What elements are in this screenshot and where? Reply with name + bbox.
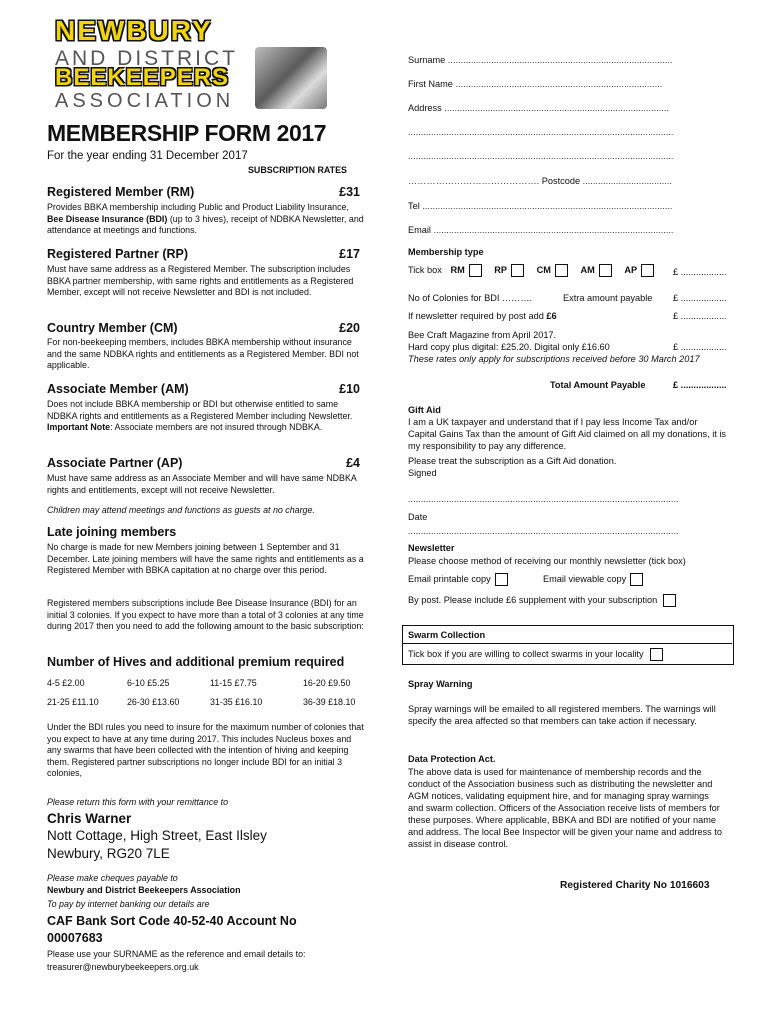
rp-checkbox[interactable] (511, 264, 524, 277)
logo-line-and-district: AND DISTRICT (55, 47, 238, 70)
category-ap-description: Must have same address as an Associate Member and will have same NDBKA rights and entitlements, except will not receive Newsletter. (47, 473, 357, 495)
rm-checkbox[interactable] (469, 264, 482, 277)
beecraft-amount-field[interactable]: £ .................. (673, 342, 727, 352)
return-address-line2: Newbury, RG20 7LE (47, 846, 170, 861)
subscription-rates-heading: SUBSCRIPTION RATES (248, 165, 347, 175)
swarm-divider (402, 643, 732, 644)
colonies-field[interactable]: No of Colonies for BDI ………. (408, 293, 533, 303)
return-name: Chris Warner (47, 811, 132, 826)
hives-heading: Number of Hives and additional premium required (47, 655, 345, 669)
premium-cell: 4-5 £2.00 (47, 678, 85, 688)
category-rm-description: Provides BBKA membership including Public and Product Liability Insurance, Bee Disease Insurance (BDI) (up to 3 hives), receipt of NDBKA Newsletter, and attendance at meetings and functions. (47, 202, 364, 235)
membership-type-row: Tick box RM RP CM AM AP (408, 264, 654, 277)
premium-cell: 36-39 £18.10 (303, 697, 356, 707)
category-rp-price: £17 (339, 247, 360, 261)
cheques-payee: Newbury and District Beekeepers Association (47, 885, 241, 895)
premium-cell: 31-35 £16.10 (210, 697, 263, 707)
surname-field[interactable]: Surname ........................................................................................ (408, 55, 673, 65)
premium-cell: 16-20 £9.50 (303, 678, 351, 688)
post-checkbox[interactable] (663, 594, 676, 607)
logo-line-association: ASSOCIATION (55, 90, 235, 112)
tel-field[interactable]: Tel .................................................................................................. (408, 201, 673, 211)
spray-heading: Spray Warning (408, 679, 473, 689)
date-label: Date (408, 512, 428, 522)
treasurer-email: treasurer@newburybeekeepers.org.uk (47, 962, 199, 972)
beecraft-note: These rates only apply for subscriptions received before 30 March 2017 (408, 354, 700, 364)
bdi-colonies-text: Registered members subscriptions include Bee Disease Insurance (BDI) for an initial 3 colonies. If you expect to have more than a total of 3 colonies at any time during 2017 then you need to add the following amount to the basic subscription: (47, 598, 364, 631)
spray-text: Spray warnings will be emailed to all registered members. The warnings will specify the area affected so that members can take action if necessary. (408, 704, 716, 726)
gift-aid-heading: Gift Aid (408, 405, 441, 415)
bank-details: CAF Bank Sort Code 40-52-40 Account No 00007683 (47, 914, 297, 945)
membership-type-heading: Membership type (408, 247, 484, 257)
total-amount-field[interactable]: £ .................. (673, 380, 727, 390)
category-am-price: £10 (339, 382, 360, 396)
beekeepers-photo (255, 47, 327, 109)
category-rm-name: Registered Member (RM) (47, 185, 195, 199)
charity-number: Registered Charity No 1016603 (560, 880, 710, 891)
signature-line[interactable]: .......................................................................................................... (408, 494, 679, 504)
premium-cell: 11-15 £7.75 (210, 678, 257, 688)
premium-cell: 6-10 £5.25 (127, 678, 170, 688)
category-rp-name: Registered Partner (RP) (47, 247, 189, 261)
am-checkbox[interactable] (599, 264, 612, 277)
internet-banking-label: To pay by internet banking our details are (47, 899, 210, 909)
category-am-description: Does not include BBKA membership or BDI but otherwise entitled to same NDBKA rights and entitlements as a Registered Member including Newsletter. Important Note: Associate members are not insured through NDBKA. (47, 399, 353, 432)
category-cm-price: £20 (339, 321, 360, 335)
cheques-label: Please make cheques payable to (47, 873, 178, 883)
post-amount-field[interactable]: £ .................. (673, 311, 727, 321)
signed-label: Signed (408, 468, 437, 478)
postcode-field[interactable]: ……………………………………. Postcode ................................... (408, 176, 672, 186)
total-amount-label: Total Amount Payable (550, 380, 646, 390)
data-protection-text: The above data is used for maintenance of membership records and the conduct of the Association business such as distributing the newsletter and AGM notices, validating equipment hire, and for managing spray warnings and swarm collection. Officers of the Association receive lists of members for these purposes. Where applicable, BBKA and BDI are notified of your name and address. The local Bee Inspector will be given your name and address to assist in disease control. (408, 767, 722, 849)
gift-aid-treat: Please treat the subscription as a Gift Aid donation. (408, 456, 617, 466)
premium-cell: 26-30 £13.60 (127, 697, 180, 707)
return-address-line1: Nott Cottage, High Street, East Ilsley (47, 828, 267, 843)
post-newsletter-label: If newsletter required by post add £6 (408, 311, 557, 321)
email-field[interactable]: Email .............................................................................................. (408, 225, 674, 235)
category-ap-name: Associate Partner (AP) (47, 456, 183, 470)
children-note: Children may attend meetings and functions as guests at no charge. (47, 505, 315, 515)
ap-checkbox[interactable] (641, 264, 654, 277)
swarm-checkbox[interactable] (650, 648, 663, 661)
return-label: Please return this form with your remittance to (47, 797, 229, 807)
swarm-option: Tick box if you are willing to collect swarms in your locality (408, 648, 663, 661)
category-am-name: Associate Member (AM) (47, 382, 189, 396)
category-rm-price: £31 (339, 185, 360, 199)
beecraft-prices: Hard copy plus digital: £25.20. Digital only £16.60 (408, 342, 610, 352)
membership-amount-field[interactable]: £ .................. (673, 267, 727, 277)
swarm-heading: Swarm Collection (408, 630, 486, 640)
page-title: MEMBERSHIP FORM 2017 (47, 120, 327, 146)
logo-line-newbury: NEWBURY (55, 15, 213, 46)
post-option: By post. Please include £6 supplement with your subscription (408, 594, 676, 607)
address-field[interactable]: Address ........................................................................................ (408, 103, 669, 113)
newsletter-heading: Newsletter (408, 543, 455, 553)
category-cm-description: For non-beekeeping members, includes BBKA membership without insurance and the same NDBKA rights and entitlements as a Registered Member. BDI not applicable. (47, 337, 359, 370)
first-name-field[interactable]: First Name ................................................................................. (408, 79, 663, 89)
email-viewable-checkbox[interactable] (630, 573, 643, 586)
email-viewable-option: Email viewable copy (543, 573, 643, 586)
data-protection-heading: Data Protection Act. (408, 754, 496, 764)
email-printable-checkbox[interactable] (495, 573, 508, 586)
category-rp-description: Must have same address as a Registered Member. The subscription includes BBKA partner membership, with same rights and entitlements as a Registered Member, except will not receive Newsletter and BDI is not included. (47, 264, 354, 297)
bdi-rules-note: Under the BDI rules you need to insure for the maximum number of colonies that you expect to have at any time during 2017. This includes Nucleus boxes and any swarms that have been collected with the intention of hiving and keeping them. Registered partner subscriptions no longer include BDI for an initial 3 colonies, (47, 722, 364, 778)
surname-reference-note: Please use your SURNAME as the reference and email details to: (47, 949, 306, 959)
address-line-2[interactable]: ........................................................................................................ (408, 127, 674, 137)
year-text: For the year ending 31 December 2017 (47, 150, 248, 162)
address-line-3[interactable]: ........................................................................................................ (408, 151, 674, 161)
association-logo (55, 15, 255, 117)
premium-cell: 21-25 £11.10 (47, 697, 99, 707)
cm-checkbox[interactable] (555, 264, 568, 277)
category-cm-name: Country Member (CM) (47, 321, 178, 335)
email-printable-option: Email printable copy (408, 573, 508, 586)
late-joining-heading: Late joining members (47, 525, 177, 539)
extra-amount-field[interactable]: £ .................. (673, 293, 727, 303)
beecraft-title: Bee Craft Magazine from April 2017. (408, 330, 557, 340)
late-joining-text: No charge is made for new Members joining between 1 September and 31 December. Late joining members will have the same rights and entitlements as a Registered Member with BBKA capitation at no charge over this period. (47, 542, 364, 575)
logo-line-beekeepers: BEEKEEPERS (55, 64, 230, 91)
category-ap-price: £4 (346, 456, 360, 470)
date-line[interactable]: .......................................................................................................... (408, 526, 679, 536)
extra-amount-label: Extra amount payable (563, 293, 653, 303)
gift-aid-text: I am a UK taxpayer and understand that if I pay less Income Tax and/or Capital Gains Tax than the amount of Gift Aid claimed on all my donations, it is my responsibility to pay any difference. (408, 417, 726, 451)
newsletter-text: Please choose method of receiving our monthly newsletter (tick box) (408, 556, 686, 566)
